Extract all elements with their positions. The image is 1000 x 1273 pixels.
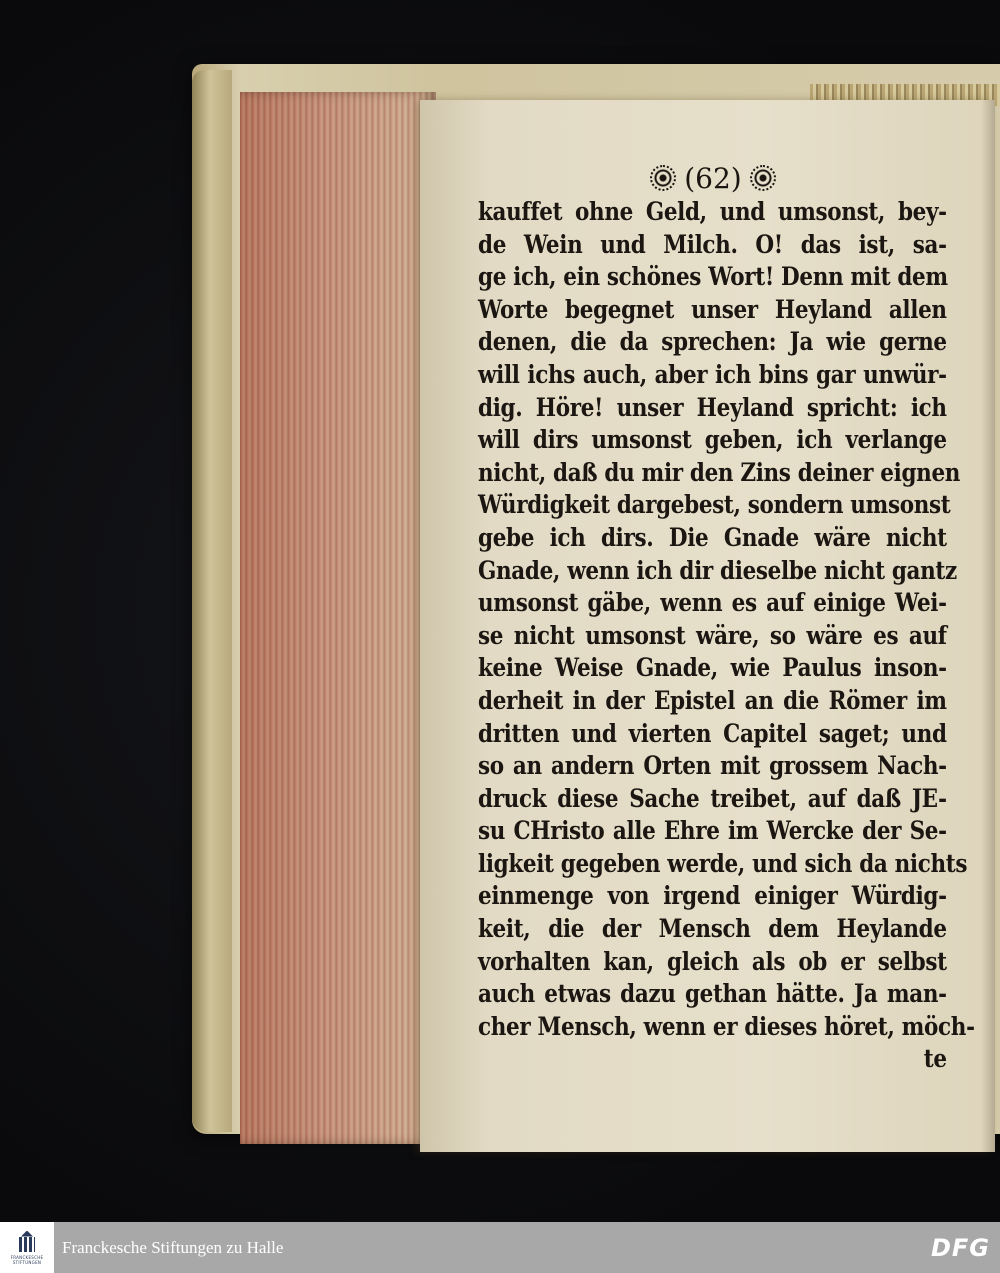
dfg-logo[interactable]: DFG <box>930 1233 990 1262</box>
text-line: so an andern Orten mit grossem Nach- <box>478 751 947 781</box>
building-icon <box>17 1231 37 1253</box>
text-line: dritten und vierten Capitel saget; und <box>478 718 947 748</box>
institution-name[interactable]: Franckesche Stiftungen zu Halle <box>62 1237 284 1257</box>
text-line: ge ich, ein schönes Wort! Denn mit dem <box>478 262 948 292</box>
footer-bar <box>0 1222 1000 1273</box>
text-line: vorhalten kan, gleich als ob er selbst <box>478 946 947 976</box>
ornament-right-icon <box>750 165 776 191</box>
text-line: Worte begegnet unser Heyland allen <box>478 294 947 324</box>
text-line: umsonst gäbe, wenn es auf einige Wei- <box>478 588 947 618</box>
text-line: keit, die der Mensch dem Heylande <box>478 914 947 944</box>
text-line: ligkeit gegeben werde, und sich da nichts <box>478 848 968 878</box>
text-line: kauffet ohne Geld, und umsonst, bey- <box>478 197 947 226</box>
text-line: einmenge von irgend einiger Würdig- <box>478 881 947 911</box>
logo-caption: FRANCKESCHE STIFTUNGEN <box>10 1254 44 1265</box>
text-line: keine Weise Gnade, wie Paulus inson- <box>478 653 947 683</box>
text-line: de Wein und Milch. O! das ist, sa- <box>478 229 947 259</box>
book-spine <box>192 70 232 1132</box>
text-line: will ichs auch, aber ich bins gar unwür- <box>478 359 947 389</box>
text-line: su CHristo alle Ehre im Wercke der Se- <box>478 816 947 846</box>
text-line: Gnade, wenn ich dir dieselbe nicht gantz <box>478 555 957 585</box>
text-line: nicht, daß du mir den Zins deiner eignen <box>478 457 961 487</box>
text-line: se nicht umsonst wäre, so wäre es auf <box>478 620 947 650</box>
institution-logo[interactable] <box>0 1222 54 1273</box>
page-number: (62) <box>684 161 742 195</box>
text-line: gebe ich dirs. Die Gnade wäre nicht <box>478 522 947 552</box>
page-header <box>628 160 798 196</box>
text-line: druck diese Sache treibet, auf daß JE- <box>478 783 947 813</box>
text-line: denen, die da sprechen: Ja wie gerne <box>478 327 947 357</box>
page-text <box>478 196 975 1076</box>
text-line: derheit in der Epistel an die Römer im <box>478 685 947 715</box>
text-line: dig. Höre! unser Heyland spricht: ich <box>478 392 947 422</box>
ornament-left-icon <box>650 165 676 191</box>
text-line: Würdigkeit dargebest, sondern umsonst <box>478 490 951 520</box>
text-line: cher Mensch, wenn er dieses höret, möch- <box>478 1011 975 1041</box>
catchword: te <box>923 1044 947 1074</box>
text-line: auch etwas dazu gethan hätte. Ja man- <box>478 979 947 1009</box>
text-line: will dirs umsonst geben, ich verlange <box>478 425 947 455</box>
page-edges <box>240 92 436 1144</box>
